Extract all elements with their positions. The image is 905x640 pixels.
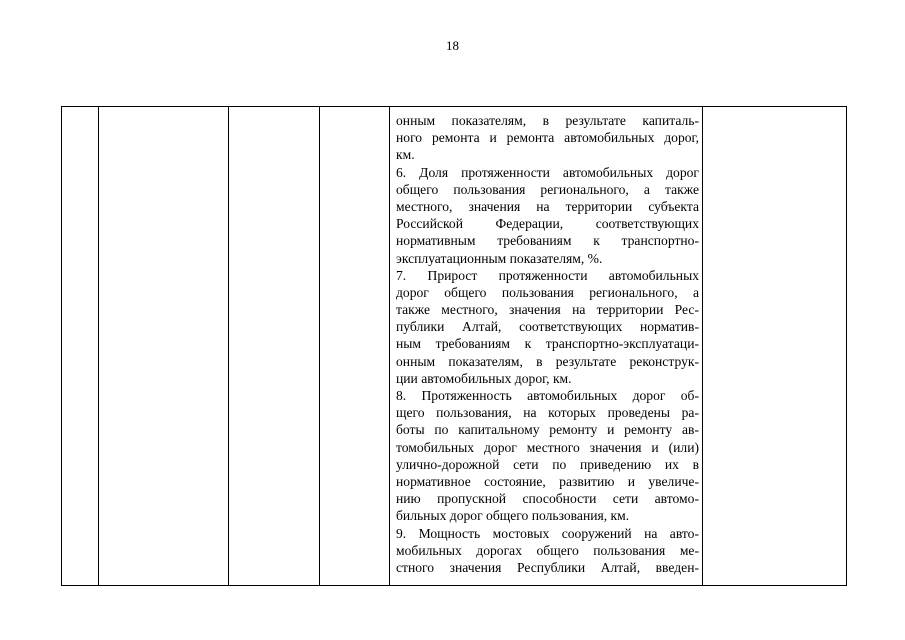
document-table [61, 106, 847, 586]
column-divider [319, 107, 320, 585]
cell-text-line: мобильных дорогах общего пользования ме- [396, 542, 699, 558]
cell-text-line: км. [396, 147, 415, 163]
cell-text-line: нормативным требованиям к транспортно- [396, 233, 699, 249]
cell-text-line: ции автомобильных дорог, км. [396, 370, 572, 386]
cell-text-line: стного значения Республики Алтай, введен- [396, 559, 699, 575]
cell-text-line: общего пользования регионального, а также [396, 181, 699, 197]
cell-text-line: томобильных дорог местного значения и (или) [396, 439, 699, 455]
cell-text-line: Российской Федерации, соответствующих [396, 216, 699, 232]
cell-text-line: 6. Доля протяженности автомобильных дорог [396, 164, 699, 180]
cell-text-line: нормативное состояние, развитию и увеличе- [396, 473, 699, 489]
cell-text-line: публики Алтай, соответствующих норматив- [396, 319, 699, 335]
column-divider [389, 107, 390, 585]
cell-text-line: местного, значения на территории субъекта [396, 198, 699, 214]
cell-text-line: улично-дорожной сети по приведению их в [396, 456, 699, 472]
cell-text-line: боты по капитальному ремонту и ремонту ав- [396, 422, 699, 438]
cell-text-line: нию пропускной способности сети автомо- [396, 491, 699, 507]
column-divider [98, 107, 99, 585]
indicators-text-cell [396, 112, 699, 576]
cell-text-line: бильных дорог общего пользования, км. [396, 508, 630, 524]
cell-text-line: эксплуатационным показателям, %. [396, 250, 603, 266]
cell-text-line: щего пользования, на которых проведены ра- [396, 405, 699, 421]
cell-text-line: 7. Прирост протяженности автомобильных [396, 267, 699, 283]
cell-text-line: также местного, значения на территории Рес- [396, 302, 699, 318]
cell-text-line: онным показателям, в результате капиталь- [396, 113, 699, 128]
column-divider [702, 107, 703, 585]
cell-text-line: 9. Мощность мостовых сооружений на авто- [396, 525, 699, 541]
cell-text-line: ным требованиям к транспортно-эксплуатаци- [396, 336, 699, 352]
cell-text-line: ного ремонта и ремонта автомобильных дорог, [396, 130, 699, 146]
cell-text-line: 8. Протяженность автомобильных дорог об- [396, 388, 699, 403]
column-divider [228, 107, 229, 585]
page-number: 18 [446, 38, 459, 53]
cell-text-line: онным показателям, в результате реконструк- [396, 353, 699, 369]
cell-text-line: дорог общего пользования регионального, а [396, 284, 699, 300]
